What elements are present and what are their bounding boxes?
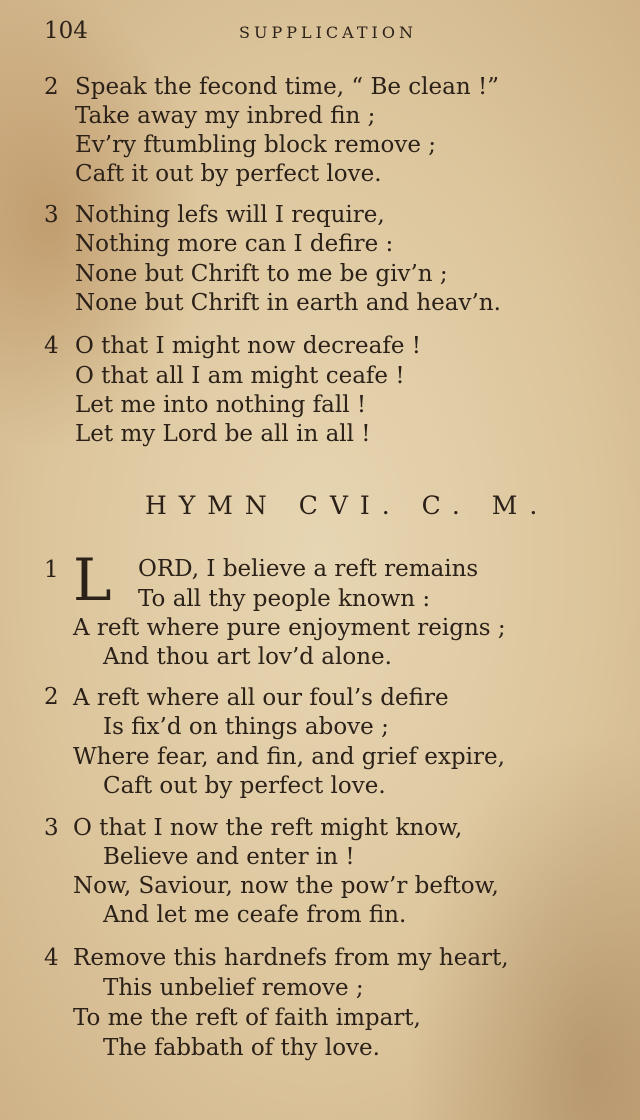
verse-line: ORD, I believe a reft remains: [138, 556, 479, 582]
verse-number: 2: [44, 684, 59, 710]
verse-number: 1: [44, 557, 59, 583]
verse-line: Now, Saviour, now the pow’r beftow,: [73, 873, 499, 899]
verse-line: Let me into nothing fall !: [75, 392, 367, 418]
page-number: 104: [44, 18, 88, 44]
verse-line: Caft out by perfect love.: [103, 773, 386, 799]
verse-line: And let me ceafe from fin.: [103, 902, 407, 928]
verse-line: Let my Lord be all in all !: [75, 421, 371, 447]
verse-number: 2: [44, 74, 59, 100]
verse-line: A reft where all our foul’s defire: [73, 685, 449, 711]
verse-line: Caft it out by perfect love.: [75, 161, 382, 187]
verse-line: Remove this hardnefs from my heart,: [73, 945, 509, 971]
verse-line: The fabbath of thy love.: [103, 1035, 380, 1061]
verse-line: Speak the fecond time, “ Be clean !”: [75, 74, 499, 100]
verse-line: None but Chrift in earth and heav’n.: [75, 290, 501, 316]
verse-line: Nothing more can I defire :: [75, 231, 394, 257]
verse-line: Nothing lefs will I require,: [75, 202, 385, 228]
verse-number: 4: [44, 945, 59, 971]
verse-line: Where fear, and fin, and grief expire,: [73, 744, 505, 770]
hymn-title: HYMN CVI. C. M.: [145, 491, 550, 520]
verse-number: 4: [44, 333, 59, 359]
verse-line: O that all I am might ceafe !: [75, 363, 405, 389]
verse-line: O that I now the reft might know,: [73, 815, 463, 841]
verse-line: To me the reft of faith impart,: [73, 1005, 421, 1031]
verse-line: And thou art lov’d alone.: [103, 644, 392, 670]
verse-line: Is fix’d on things above ;: [103, 714, 389, 740]
verse-line: A reft where pure enjoyment reigns ;: [73, 615, 506, 641]
page-header: [44, 18, 600, 48]
drop-cap: L: [73, 546, 112, 614]
verse-line: Take away my inbred fin ;: [75, 103, 376, 129]
verse-number: 3: [44, 815, 59, 841]
verse-number: 3: [44, 202, 59, 228]
verse-line: Ev’ry ftumbling block remove ;: [75, 132, 437, 158]
verse-line: None but Chrift to me be giv’n ;: [75, 261, 448, 287]
verse-line: This unbelief remove ;: [103, 975, 364, 1001]
verse-line: O that I might now decreafe !: [75, 333, 422, 359]
running-title: SUPPLICATION: [239, 23, 417, 42]
verse-line: Believe and enter in !: [103, 844, 355, 870]
verse-line: To all thy people known :: [138, 586, 431, 612]
